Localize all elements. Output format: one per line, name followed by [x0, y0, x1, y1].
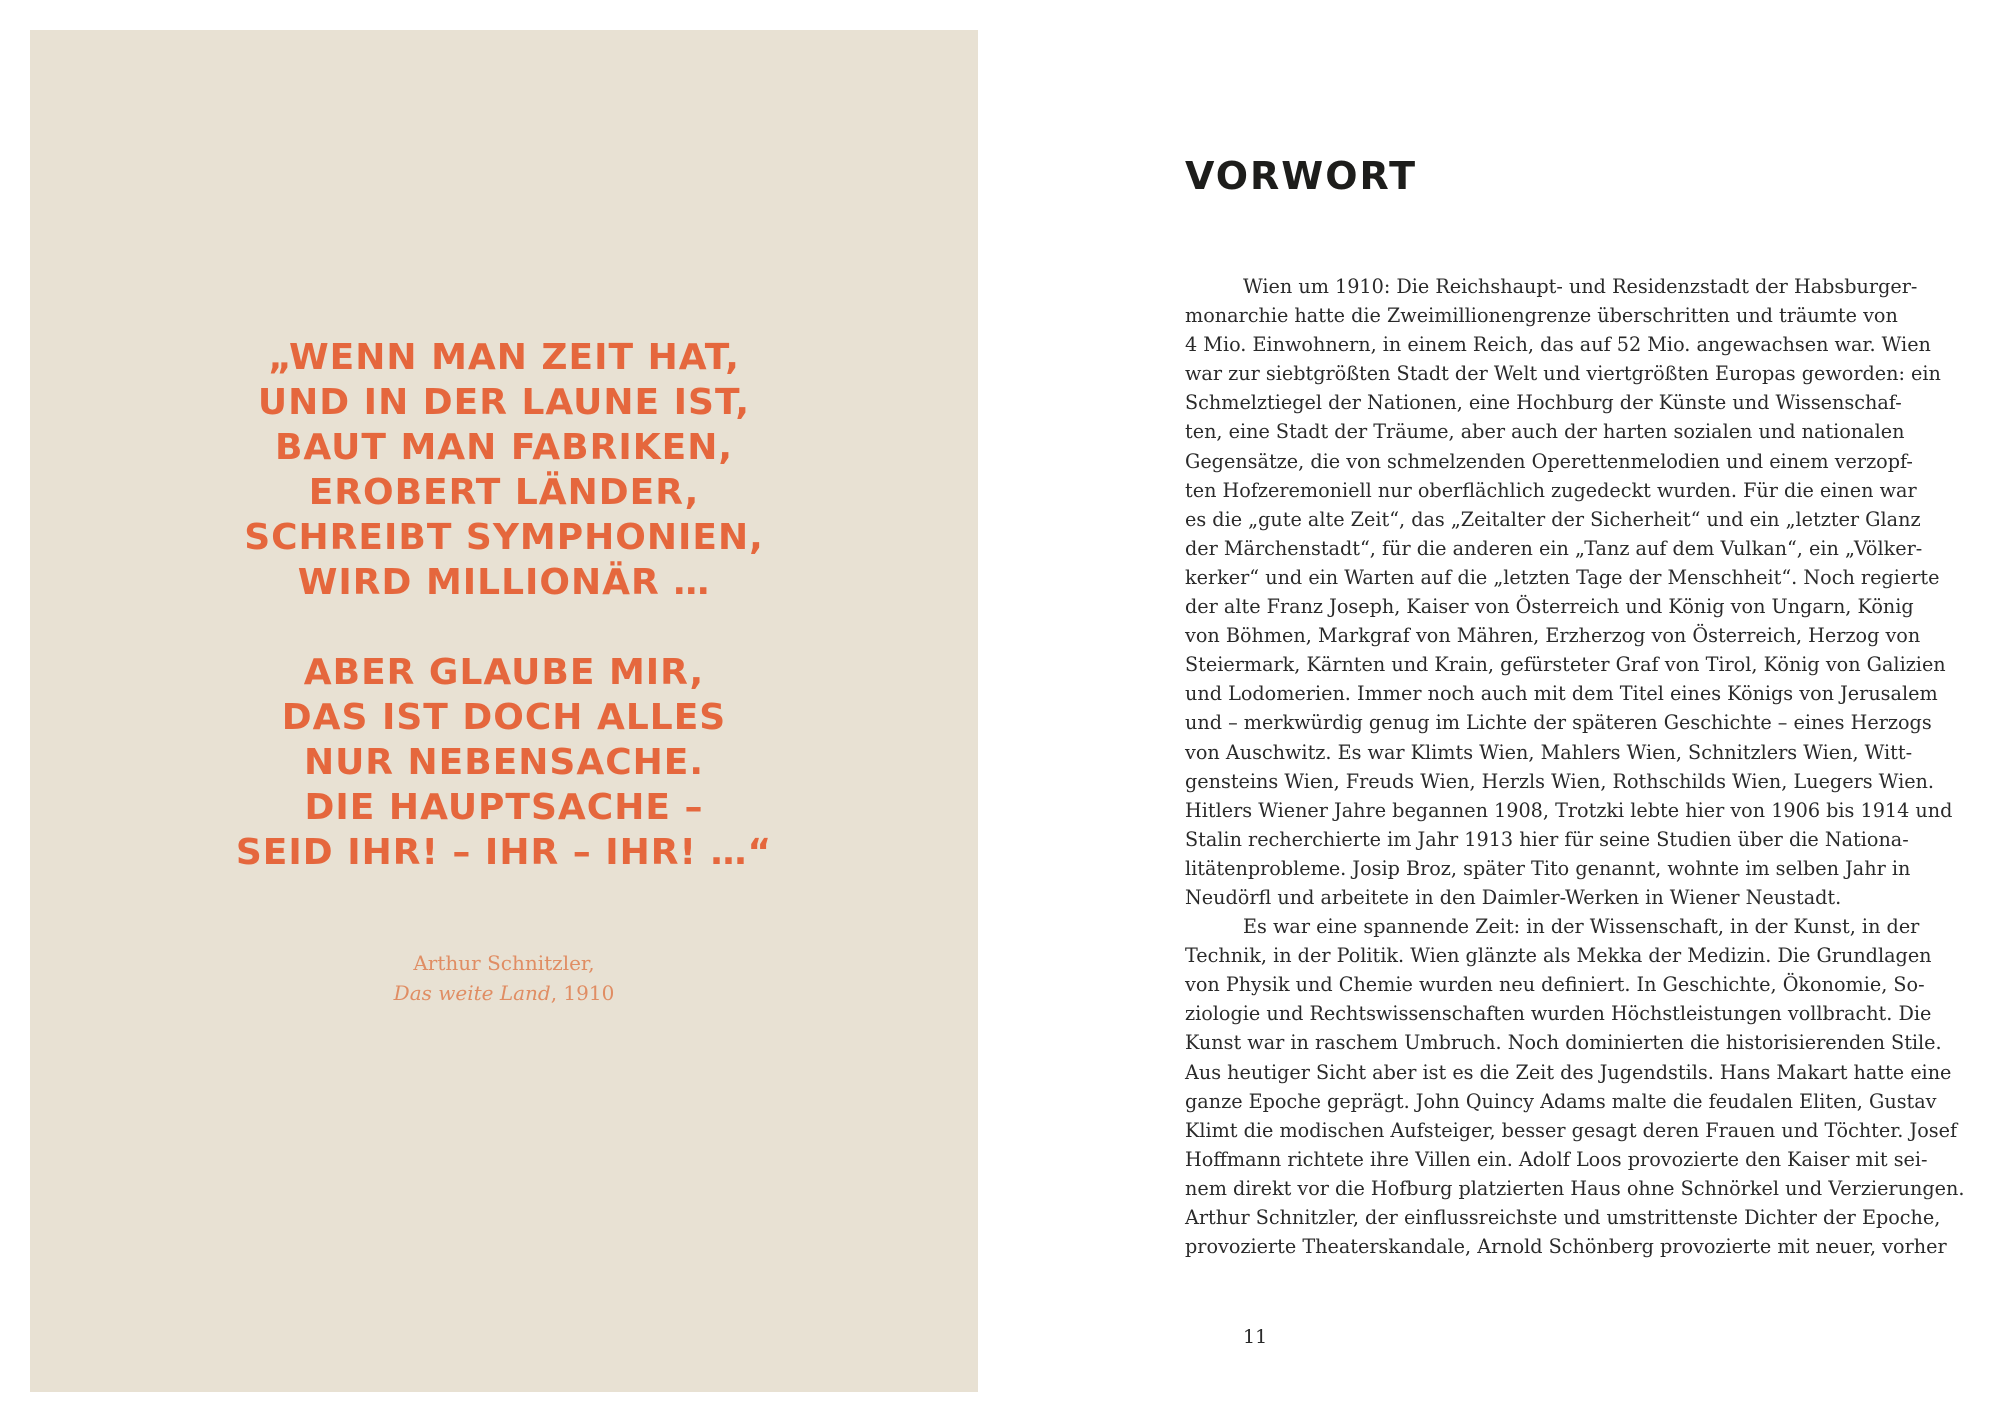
- body-line: Schmelztiegel der Nationen, eine Hochburg der Künste und Wissenschaf-: [1185, 391, 1902, 415]
- text-page: [1185, 0, 1965, 1412]
- body-line: von Auschwitz. Es war Klimts Wien, Mahlers Wien, Schnitzlers Wien, Witt-: [1185, 740, 1913, 764]
- body-line: Neudörfl und arbeitete in den Daimler-Werken in Wiener Neustadt.: [1185, 885, 1842, 909]
- body-line: Hitlers Wiener Jahre begannen 1908, Trotzki lebte hier von 1906 bis 1914 und: [1185, 798, 1953, 822]
- quote-line: EROBERT LÄNDER,: [308, 472, 700, 513]
- body-line: Stalin recherchierte im Jahr 1913 hier für seine Studien über die Nationa-: [1185, 827, 1909, 851]
- body-line: kerker“ und ein Warten auf die „letzten Tage der Menschheit“. Noch regierte: [1185, 565, 1940, 589]
- quote-stanza-1: [30, 335, 978, 605]
- quote-line: DIE HAUPTSACHE –: [304, 787, 704, 828]
- attribution-year: , 1910: [550, 981, 615, 1005]
- page-number: 11: [1243, 1326, 1268, 1348]
- body-line: Klimt die modischen Aufsteiger, besser gesagt deren Frauen und Töchter. Josef: [1185, 1118, 1958, 1142]
- quote-line: ABER GLAUBE MIR,: [303, 652, 705, 693]
- body-line: 4 Mio. Einwohnern, in einem Reich, das auf 52 Mio. angewachsen war. Wien: [1185, 333, 1931, 357]
- body-line: der Märchenstadt“, für die anderen ein „Tanz auf dem Vulkan“, ein „Völker-: [1185, 536, 1923, 560]
- body-text: [1185, 272, 1965, 1261]
- body-line: Kunst war in raschem Umbruch. Noch dominierten die historisierenden Stile.: [1185, 1031, 1942, 1055]
- quote-attribution: [30, 948, 978, 1008]
- body-line: monarchie hatte die Zweimillionengrenze überschritten und träumte von: [1185, 304, 1898, 328]
- body-line: Es war eine spannende Zeit: in der Wissenschaft, in der Kunst, in der: [1243, 915, 1920, 939]
- body-line: provozierte Theaterskandale, Arnold Schönberg provozierte mit neuer, vorher: [1185, 1235, 1947, 1259]
- quote-line: SEID IHR! – IHR – IHR! …“: [235, 832, 773, 873]
- body-line: ziologie und Rechtswissenschaften wurden Höchstleistungen vollbracht. Die: [1185, 1002, 1932, 1026]
- attribution-author: Arthur Schnitzler,: [413, 951, 595, 975]
- body-line: Technik, in der Politik. Wien glänzte als Mekka der Medizin. Die Grundlagen: [1185, 944, 1932, 968]
- chapter-title: VORWORT: [1185, 154, 1417, 198]
- body-line: Wien um 1910: Die Reichshaupt- und Residenzstadt der Habsburger-: [1243, 275, 1918, 298]
- epigraph-quote: [30, 335, 978, 875]
- body-line: und – merkwürdig genug im Lichte der späteren Geschichte – eines Herzogs: [1185, 711, 1932, 735]
- body-line: nem direkt vor die Hofburg platzierten Haus ohne Schnörkel und Verzierungen.: [1185, 1176, 1965, 1200]
- body-line: der alte Franz Joseph, Kaiser von Österreich und König von Ungarn, König: [1185, 595, 1914, 619]
- body-line: von Böhmen, Markgraf von Mähren, Erzherzog von Österreich, Herzog von: [1185, 624, 1921, 648]
- body-line: ganze Epoche geprägt. John Quincy Adams malte die feudalen Eliten, Gustav: [1185, 1089, 1937, 1113]
- quote-line: SCHREIBT SYMPHONIEN,: [244, 517, 764, 558]
- body-line: war zur siebtgrößten Stadt der Welt und viertgrößten Europas geworden: ein: [1185, 362, 1941, 386]
- body-line: Arthur Schnitzler, der einflussreichste und umstrittenste Dichter der Epoche,: [1185, 1206, 1941, 1229]
- body-line: es die „gute alte Zeit“, das „Zeitalter der Sicherheit“ und ein „letzter Glanz: [1185, 507, 1921, 531]
- quote-line: DAS IST DOCH ALLES: [281, 697, 727, 738]
- quote-line: UND IN DER LAUNE IST,: [257, 382, 751, 423]
- body-line: von Physik und Chemie wurden neu definiert. In Geschichte, Ökonomie, So-: [1185, 973, 1925, 997]
- attribution-source: [30, 978, 978, 1008]
- quote-page: [30, 30, 978, 1392]
- body-line: Hoffmann richtete ihre Villen ein. Adolf Loos provozierte den Kaiser mit sei-: [1185, 1147, 1928, 1171]
- body-line: Steiermark, Kärnten und Krain, gefürsteter Graf von Tirol, König von Galizien: [1185, 653, 1946, 677]
- body-line: und Lodomerien. Immer noch auch mit dem Titel eines Königs von Jerusalem: [1185, 682, 1938, 706]
- attribution-work: Das weite Land: [393, 981, 551, 1005]
- quote-line: WIRD MILLIONÄR …: [297, 562, 711, 603]
- quote-stanza-2: [30, 650, 978, 875]
- body-line: ten, eine Stadt der Träume, aber auch der harten sozialen und nationalen: [1185, 420, 1905, 444]
- body-line: Gegensätze, die von schmelzenden Operettenmelodien und einem verzopf-: [1185, 449, 1913, 473]
- body-line: ten Hofzeremoniell nur oberflächlich zugedeckt wurden. Für die einen war: [1185, 478, 1917, 502]
- body-line: gensteins Wien, Freuds Wien, Herzls Wien, Rothschilds Wien, Luegers Wien.: [1185, 769, 1935, 793]
- quote-line: BAUT MAN FABRIKEN,: [274, 427, 734, 468]
- body-line: Aus heutiger Sicht aber ist es die Zeit des Jugendstils. Hans Makart hatte eine: [1185, 1060, 1952, 1084]
- quote-line: „WENN MAN ZEIT HAT,: [268, 337, 740, 378]
- body-line: litätenprobleme. Josip Broz, später Tito genannt, wohnte im selben Jahr in: [1185, 856, 1911, 880]
- quote-line: NUR NEBENSACHE.: [303, 742, 705, 783]
